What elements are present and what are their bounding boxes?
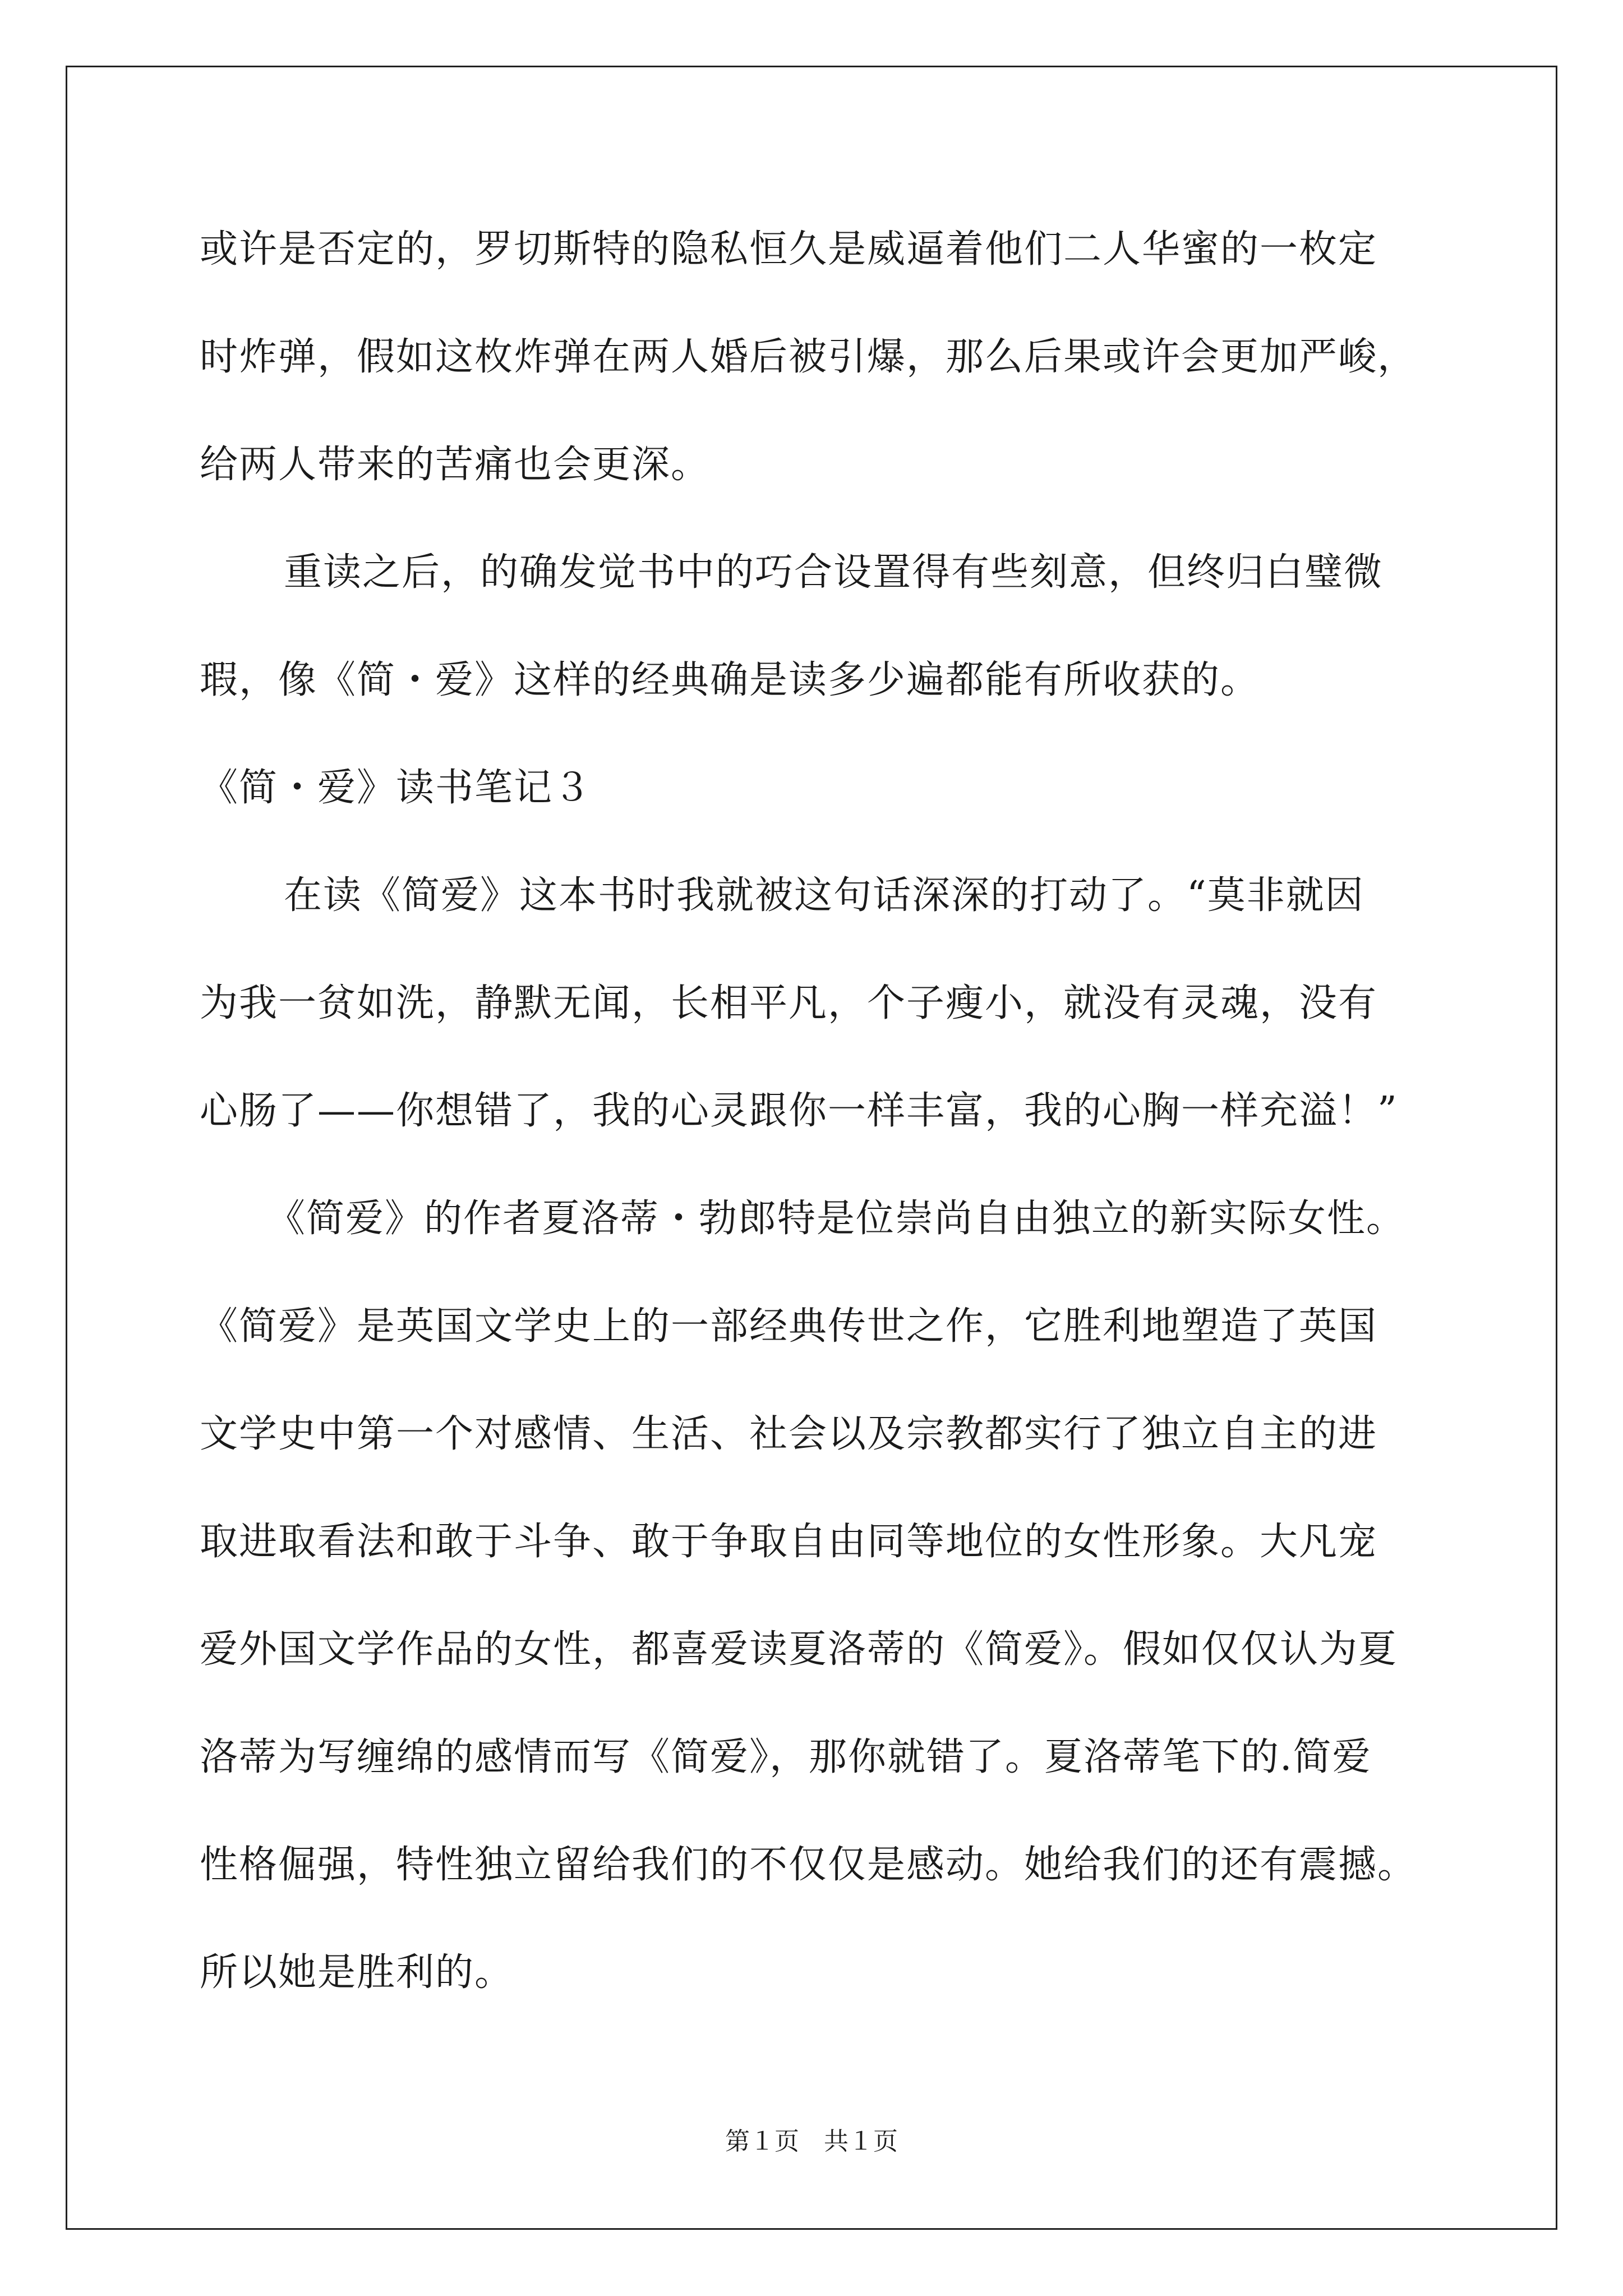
page-border	[66, 66, 1557, 2230]
text-line: 瑕，像《简・爱》这样的经典确是读多少遍都能有所收获的。	[200, 658, 1260, 702]
page-number: 第１页 共１页	[725, 2127, 898, 2156]
text-line: 《简爱》是英国文学史上的一部经典传世之作，它胜利地塑造了英国	[200, 1304, 1378, 1349]
text-line: 文学史中第一个对感情、生活、社会以及宗教都实行了独立自主的进	[200, 1412, 1378, 1456]
text-line: 性格倔强，特性独立留给我们的不仅仅是感动。她给我们的还有震撼。	[200, 1843, 1417, 1887]
text-line: 爱外国文学作品的女性，都喜爱读夏洛蒂的《简爱》。假如仅仅认为夏	[200, 1627, 1398, 1672]
section-heading: 《简・爱》读书笔记３	[200, 766, 593, 810]
text-line: 取进取看法和敢于斗争、敢于争取自由同等地位的女性形象。大凡宠	[200, 1520, 1378, 1564]
text-line: 时炸弹，假如这枚炸弹在两人婚后被引爆，那么后果或许会更加严峻，	[200, 335, 1417, 379]
text-line: 为我一贫如洗，静默无闻，长相平凡，个子瘦小，就没有灵魂，没有	[200, 981, 1378, 1025]
paragraph-first-line: 重读之后，的确发觉书中的巧合设置得有些刻意，但终归白璧微	[284, 550, 1384, 595]
text-line: 所以她是胜利的。	[200, 1950, 514, 1995]
paragraph-first-line: 《简爱》的作者夏洛蒂・勃郎特是位崇尚自由独立的新实际女性。	[267, 1197, 1406, 1241]
paragraph-first-line: 在读《简爱》这本书时我就被这句话深深的打动了。“莫非就因	[284, 873, 1364, 918]
text-line: 或许是否定的，罗切斯特的隐私恒久是威逼着他们二人华蜜的一枚定	[200, 227, 1378, 272]
text-line: 洛蒂为写缠绵的感情而写《简爱》，那你就错了。夏洛蒂笔下的.简爱	[200, 1735, 1372, 1779]
text-line: 给两人带来的苦痛也会更深。	[200, 443, 711, 487]
text-line: 心肠了——你想错了，我的心灵跟你一样丰富，我的心胸一样充溢！”	[200, 1089, 1398, 1133]
